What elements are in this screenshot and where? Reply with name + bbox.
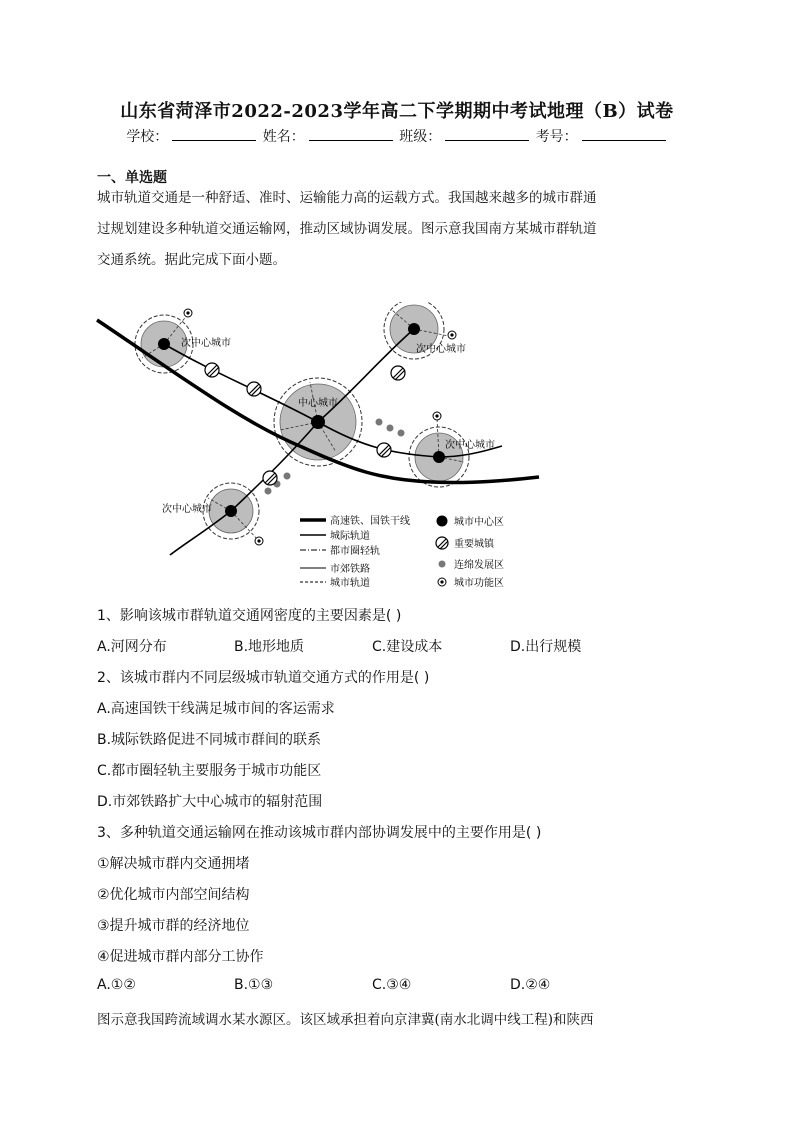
q2-option-d[interactable]: D.市郊铁路扩大中心城市的辐射范围 xyxy=(97,794,323,810)
legend-dev: 连绵发展区 xyxy=(454,560,504,571)
rail-network-map xyxy=(92,302,552,598)
name-blank[interactable] xyxy=(309,128,393,141)
intro-paragraph xyxy=(97,183,697,276)
question-2-stem: 2、该城市群内不同层级城市轨道交通方式的作用是( ) xyxy=(97,670,430,686)
exam-number-blank[interactable] xyxy=(582,128,666,141)
exam-number-label: 考号： xyxy=(535,129,578,145)
legend-core: 城市中心区 xyxy=(454,517,504,528)
intro-line: 城市轨道交通是一种舒适、准时、运输能力高的运载方式。我国越来越多的城市群通 xyxy=(97,190,597,206)
q3-statement-4: ④促进城市群内部分工协作 xyxy=(97,949,264,965)
legend-hsr: 高速铁、国铁干线 xyxy=(330,516,410,527)
section-heading: 一、单选题 xyxy=(97,170,167,186)
class-blank[interactable] xyxy=(445,128,529,141)
q3-option-a[interactable]: A.①② xyxy=(97,977,136,993)
question-3-stem: 3、多种轨道交通运输网在推动该城市群内部协调发展中的主要作用是( ) xyxy=(97,825,542,841)
q1-option-b[interactable]: B.地形地质 xyxy=(234,639,305,655)
legend-urban: 城市轨道 xyxy=(330,578,370,589)
legend-metro: 都市圈轻轨 xyxy=(330,546,380,557)
student-info-line xyxy=(0,126,794,146)
q1-option-c[interactable]: C.建设成本 xyxy=(372,639,443,655)
sub-city-label: 次中心城市 xyxy=(162,504,212,515)
q2-option-a[interactable]: A.高速国铁干线满足城市间的客运需求 xyxy=(97,701,335,717)
map-legend xyxy=(300,514,504,589)
q2-option-b[interactable]: B.城际铁路促进不同城市群间的联系 xyxy=(97,732,322,748)
q2-option-c[interactable]: C.都市圈轻轨主要服务于城市功能区 xyxy=(97,763,322,779)
q3-statement-1: ①解决城市群内交通拥堵 xyxy=(97,856,250,872)
center-city-label: 中心城市 xyxy=(298,398,338,409)
class-label: 班级： xyxy=(399,129,442,145)
q3-statement-3: ③提升城市群的经济地位 xyxy=(97,918,250,934)
legend-town: 重要城镇 xyxy=(454,539,494,550)
school-label: 学校： xyxy=(126,129,169,145)
school-blank[interactable] xyxy=(172,128,256,141)
question-1-stem: 1、影响该城市群轨道交通网密度的主要因素是( ) xyxy=(97,608,402,624)
sub-city-label: 次中心城市 xyxy=(181,338,231,349)
page-title: 山东省菏泽市2022-2023学年高二下学期期中考试地理（B）试卷 xyxy=(120,101,674,122)
sub-city-label: 次中心城市 xyxy=(445,440,495,451)
q3-option-d[interactable]: D.②④ xyxy=(510,977,551,993)
legend-suburban: 市郊铁路 xyxy=(330,564,370,575)
q3-option-c[interactable]: C.③④ xyxy=(372,977,412,993)
legend-intercity: 城际轨道 xyxy=(330,531,370,542)
sub-city-label: 次中心城市 xyxy=(416,344,466,355)
intro-line: 过规划建设多种轨道交通运输网，推动区域协调发展。图示意我国南方某城市群轨道 xyxy=(97,221,597,237)
q3-option-b[interactable]: B.①③ xyxy=(234,977,274,993)
next-question-intro: 图示意我国跨流域调水某水源区。该区域承担着向京津冀(南水北调中线工程)和陕西 xyxy=(97,1012,594,1028)
legend-func: 城市功能区 xyxy=(454,578,504,589)
q3-statement-2: ②优化城市内部空间结构 xyxy=(97,887,250,903)
name-label: 姓名： xyxy=(262,129,305,145)
intro-line: 交通系统。据此完成下面小题。 xyxy=(97,252,286,268)
q1-option-d[interactable]: D.出行规模 xyxy=(510,639,582,655)
q1-option-a[interactable]: A.河网分布 xyxy=(97,639,167,655)
